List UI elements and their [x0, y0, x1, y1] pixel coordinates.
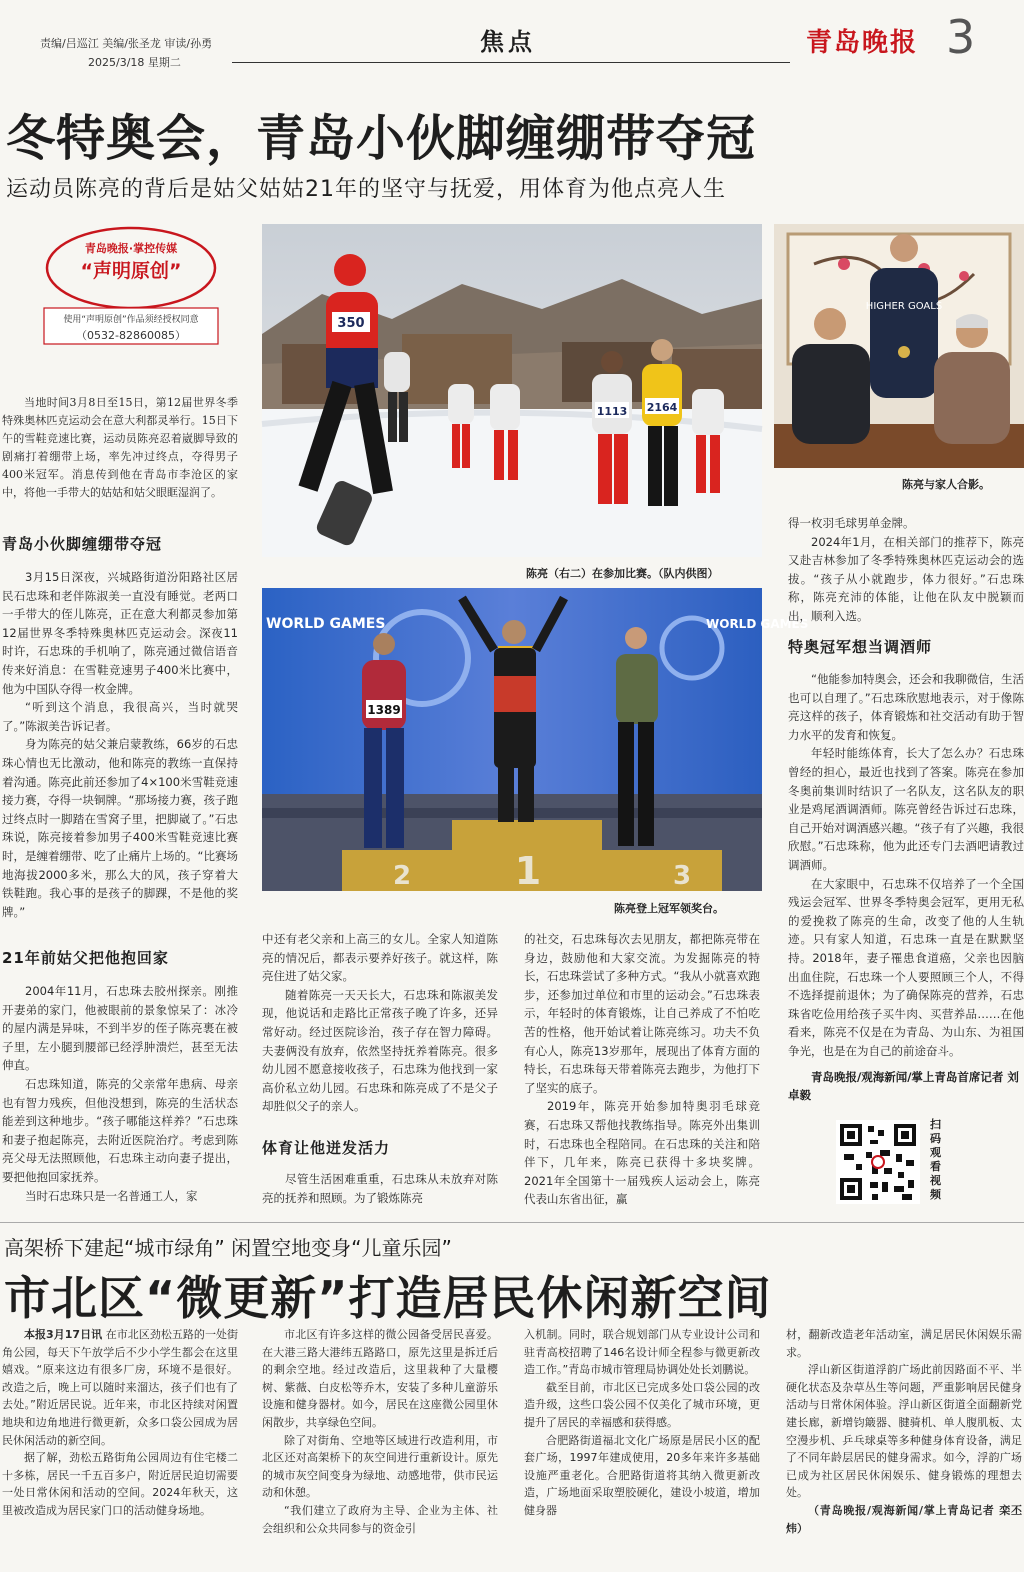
paragraph: 2019年，陈亮开始参加特奥羽毛球竞赛，石忠珠又帮他找教练指导。陈亮外出集训时，石忠珠也全程陪同。在石忠珠的关注和陪伴下，几年来，陈亮已获得十多块奖牌。2021年全国第十一届残疾人运动会上，陈亮代表山东省出征，赢	[524, 1099, 760, 1207]
bib-1389: 1389	[367, 703, 401, 717]
paragraph: 合肥路街道福北文化广场原是居民小区的配套广场，1997年建成使用，20多年来许多基础设施严重老化。合肥路街道将其纳入微更新改造，广场地面采取塑胶硬化，建设小坡道，增加健身器	[524, 1433, 760, 1517]
section-name: 焦点	[480, 28, 536, 56]
section-title-1: 青岛小伙脚缠绷带夺冠	[2, 535, 163, 553]
column-4-body	[524, 930, 760, 1209]
paragraph: 尽管生活困难重重，石忠珠从未放弃对陈亮的抚养和照顾。为了锻炼陈亮	[262, 1172, 498, 1205]
race-photo	[262, 224, 762, 557]
paragraph: 入机制。同时，联合规划部门从专业设计公司和驻青高校招聘了146名设计师全程参与微更新改造工作。”青岛市城市管理局协调处处长刘鹏说。	[524, 1328, 760, 1377]
paragraph	[2, 1326, 238, 1449]
paragraph: 据了解，劲松五路街角公园周边有住宅楼二十多栋，居民一千五百多户，附近居民迫切需要一处日常休闲和活动的空间。2024年秋天，这里被改造成为居民家门口的活动健身场地。	[2, 1451, 238, 1517]
paragraph: 除了对街角、空地等区域进行改造利用，市北区还对高架桥下的灰空间进行重新设计。原先的城市灰空间变身为绿地、动感地带，供市民运动和休憩。	[262, 1433, 498, 1500]
podium-photo	[262, 588, 809, 893]
section-body-4	[788, 670, 1024, 1060]
stamp-line2: “声明原创”	[80, 260, 182, 282]
bib-350: 350	[337, 316, 365, 331]
bib-2164: 2164	[646, 401, 678, 414]
section-body-1	[2, 568, 238, 921]
stamp-line1: 青岛晚报·掌控传媒	[84, 242, 178, 255]
header-rule	[232, 62, 790, 63]
page-number: 3	[946, 10, 976, 64]
article2-headline: 市北区“微更新”打造居民休闲新空间	[4, 1271, 772, 1325]
issue-date: 2025/3/18 星期二	[88, 56, 181, 69]
editor-credits	[40, 34, 212, 72]
article2-byline: （青岛晚报/观海新闻/掌上青岛记者 栾丕炜）	[786, 1503, 1022, 1535]
paragraph: 截至目前，市北区已完成多处口袋公园的改造升级，这些口袋公园不仅美化了城市环境，更提升了居民的幸福感和获得感。	[524, 1380, 760, 1429]
banner-text-right: WORLD GAMES	[706, 617, 809, 631]
paragraph: 3月15日深夜，兴城路街道汾阳路社区居民石忠珠和老伴陈淑美一直没有睡觉。老两口一手带大的侄儿陈亮，正在意大利都灵参加第12届世界冬季特殊奥林匹克运动会。深夜11时许，石忠珠的手机响了，陈亮通过微信语音传来好消息：在雪鞋竞速男子400米比赛中，他为中国队夺得一枚金牌。	[2, 570, 238, 696]
article-headline: 冬特奥会，青岛小伙脚缠绷带夺冠	[6, 110, 757, 167]
snowshoe-race-image	[262, 224, 762, 557]
podium-image	[262, 588, 809, 893]
podium-label-3: 3	[672, 861, 692, 891]
qr-code-icon	[836, 1120, 920, 1204]
family-image	[774, 224, 1024, 468]
article-divider	[0, 1222, 1024, 1223]
column-5-top	[788, 514, 1024, 626]
paragraph: “我们建立了政府为主导、企业为主体、社会组织和公众共同参与的资金引	[262, 1503, 498, 1535]
paragraph: 材，翻新改造老年活动室，满足居民休闲娱乐需求。	[786, 1328, 1022, 1359]
column-3-body	[262, 930, 498, 1116]
paragraph: 的社交，石忠珠每次去见朋友，都把陈亮带在身边，鼓励他和大家交流。为发掘陈亮的特长，石忠珠尝试了多种方式。“我从小就喜欢跑步，还参加过单位和市里的运动会。”石忠珠表示，年轻时的体育锻炼，让自己养成了不怕吃苦的性格，他开始试着让陈亮练习。功夫不负有心人，陈亮13岁那年，展现出了体育方面的特长，石忠珠每天带着陈亮去跑步，为他打下了坚实的底子。	[524, 932, 760, 1095]
podium-label-2: 2	[392, 861, 412, 891]
section-title-2: 21年前姑父把他抱回家	[2, 949, 169, 967]
video-qr-code[interactable]	[836, 1120, 920, 1204]
bib-1113: 1113	[596, 405, 628, 418]
dateline: 本报3月17日讯	[24, 1328, 103, 1341]
editor-names: 责编/吕巡江 美编/张圣龙 审读/孙勇	[40, 37, 213, 50]
qr-caption: 扫码观看视频	[930, 1118, 941, 1201]
race-photo-caption: 陈亮（右二）在参加比赛。（队内供图）	[526, 567, 719, 580]
paragraph: 身为陈亮的姑父兼启蒙教练，66岁的石忠珠心情也无比激动，他和陈亮的教练一直保持着沟通。陈亮此前还参加了4×100米雪鞋竞速接力赛，夺得一块铜牌。“那场接力赛，孩子跑过终点时一脚踏在雪窝子里，把脚崴了。”石忠珠说，陈亮接着参加男子400米雪鞋竞速比赛时，是缠着绷带、吃了止痛片上场的。“比赛场地海拔2000多米，那么大的风，孩子穿着大铁鞋跑。我心事的是孩子的脚踝，不是他的奖牌。”	[2, 737, 238, 919]
paragraph-text: 在市北区劲松五路的一处街角公园，每天下午放学后不少小学生都会在这里嬉戏。“原来这边有很多厂房，环境不是很好。改造之后，晚上可以随时来溜达，孩子们也有了去处。”附近居民说。近年来，市北区持续对闲置地块和边角地进行微更新，众多口袋公园成为居民休闲活动的新空间。	[2, 1328, 239, 1447]
paragraph: 2024年1月，在相关部门的推荐下，陈亮又赴吉林参加了冬季特殊奥林匹克运动会的选拔。“孩子从小就跑步，体力很好。”石忠珠称，陈亮充沛的体能，让他在队友中脱颖而出，顺利入选。	[788, 534, 1024, 623]
family-photo	[774, 224, 1024, 468]
section-body-2	[2, 982, 238, 1205]
paragraph: “听到这个消息，我很高兴，当时就哭了。”陈淑美告诉记者。	[2, 700, 238, 733]
paragraph: 市北区有许多这样的微公园备受居民喜爱。在大港三路大港纬五路路口，原先这里是拆迁后的剩余空地。经过改造后，这里栽种了大量樱树、紫薇、白皮松等乔木，安装了多种儿童游乐设施和健身器材。如今，居民在这座微公园里休闲散步，共享绿色空间。	[262, 1328, 498, 1429]
article2-column-2	[262, 1326, 498, 1537]
article2-column-4	[786, 1326, 1022, 1537]
stamp-line3: 使用“声明原创”作品须经授权同意	[63, 315, 199, 325]
podium-label-1: 1	[514, 849, 542, 893]
article2-column-1	[2, 1326, 238, 1520]
paragraph: 得一枚羽毛球男单金牌。	[788, 516, 915, 530]
article2-subheadline: 高架桥下建起“城市绿角” 闲置空地变身“儿童乐园”	[4, 1236, 452, 1260]
paragraph: “他能参加特奥会，还会和我聊微信，生活也可以自理了。”石忠珠欣慰地表示，对于像陈亮这样的孩子，体育锻炼和社交活动有助于智力水平的发育和恢复。	[788, 672, 1024, 742]
paragraph: 当时石忠珠只是一名普通工人，家	[25, 1188, 198, 1203]
section-title-3: 体育让他迸发活力	[262, 1139, 391, 1157]
original-statement-stamp	[40, 226, 222, 346]
stamp-phone: （0532-82860085）	[76, 329, 186, 342]
newspaper-brand: 青岛晚报	[806, 28, 919, 58]
article-lead	[2, 394, 238, 502]
paragraph: 中还有老父亲和上高三的女儿。全家人知道陈亮的情况后，都表示要养好孩子。就这样，陈亮住进了姑父家。	[262, 932, 498, 984]
section-body-3	[262, 1170, 498, 1207]
paragraph: 2004年11月，石忠珠去胶州探亲。刚推开妻弟的家门，他被眼前的景象惊呆了：冰冷的屋内满是异味，不到半岁的侄子陈亮裹在被子里，左小腿到腰部已经浮肿溃烂，甚至无法伸直。	[2, 984, 238, 1073]
article1-byline: 青岛晚报/观海新闻/掌上青岛首席记者 刘卓毅	[788, 1070, 1019, 1102]
paragraph: 年轻时能练体育，长大了怎么办？石忠珠曾经的担心，最近也找到了答案。陈亮在参加冬奥前集训时结识了一名队友，这名队友的职业是鸡尾酒调酒师。陈亮曾经告诉过石忠珠，自己开始对调酒感兴趣。“孩子有了兴趣，我很欣慰。”石忠珠称，他为此还专门去酒吧请教过调酒师。	[788, 746, 1024, 872]
family-photo-caption: 陈亮与家人合影。	[902, 478, 990, 491]
article-subheadline: 运动员陈亮的背后是姑父姑姑21年的坚守与抚爱，用体育为他点亮人生	[6, 177, 726, 202]
paragraph: 随着陈亮一天天长大，石忠珠和陈淑美发现，他说话和走路比正常孩子晚了许多，还异常好动。经过医院诊治，孩子存在智力障碍。夫妻俩没有放弃，依然坚持抚养着陈亮。很多幼儿园不愿意接收孩子，石忠珠为他找到一家高价私立幼儿园。石忠珠和陈亮成了不是父子却胜似父子的亲人。	[262, 987, 498, 1114]
lead-paragraph: 当地时间3月8日至15日，第12届世界冬季特殊奥林匹克运动会在意大利都灵举行。15日下午的雪鞋竞速比赛，运动员陈亮忍着崴脚导致的剧痛打着绷带上场，率先冲过终点，夺得男子400米冠军。消息传到他在青岛市李沧区的家中，将他一手带大的姑姑和姑父眼眶湿润了。	[2, 396, 238, 499]
paragraph: 在大家眼中，石忠珠不仅培养了一个全国残运会冠军、世界冬季特奥会冠军，更用无私的爱挽救了陈亮的生命，改变了他的人生轨迹。只有家人知道，石忠珠一直是在默默坚持。2018年，妻子罹患食道癌，父亲也因脑出血住院，石忠珠一个人要照顾三个人，不得不选择提前退休；为了确保陈亮的营养，石忠珠省吃俭用给孩子买牛肉、买营养品……在他看来，陈亮不仅是在为青岛、为山东、为祖国争光，也是在为自己的前途奋斗。	[788, 876, 1024, 1058]
shirt-text: HIGHER GOALS	[865, 301, 943, 312]
podium-photo-caption: 陈亮登上冠军领奖台。	[614, 902, 724, 915]
banner-text-left: WORLD GAMES	[266, 616, 386, 632]
section-title-4: 特奥冠军想当调酒师	[788, 638, 933, 656]
paragraph: 石忠珠知道，陈亮的父亲常年患病、母亲也有智力残疾，但他没想到，陈亮的生活状态能差到这种地步。“孩子哪能这样养？”石忠珠和妻子抱起陈亮，去附近医院治疗。考虑到陈亮父母无法照顾他，石忠珠主动向妻子提出，要把他抱回家抚养。	[2, 1076, 238, 1184]
article2-column-3	[524, 1326, 760, 1520]
paragraph: 浮山新区街道浮韵广场此前因路面不平、半硬化状态及杂草丛生等问题，严重影响居民健身活动与日常休闲体验。浮山新区街道全面翻新党建长廊，新增钧簸器、腱骑机、单人腹肌板、太空漫步机、乒乓球桌等多种健身体育设备，满足了不同年龄层居民的健身需求。如今，浮韵广场已成为社区居民休闲娱乐、健身锻炼的理想去处。	[786, 1363, 1022, 1500]
